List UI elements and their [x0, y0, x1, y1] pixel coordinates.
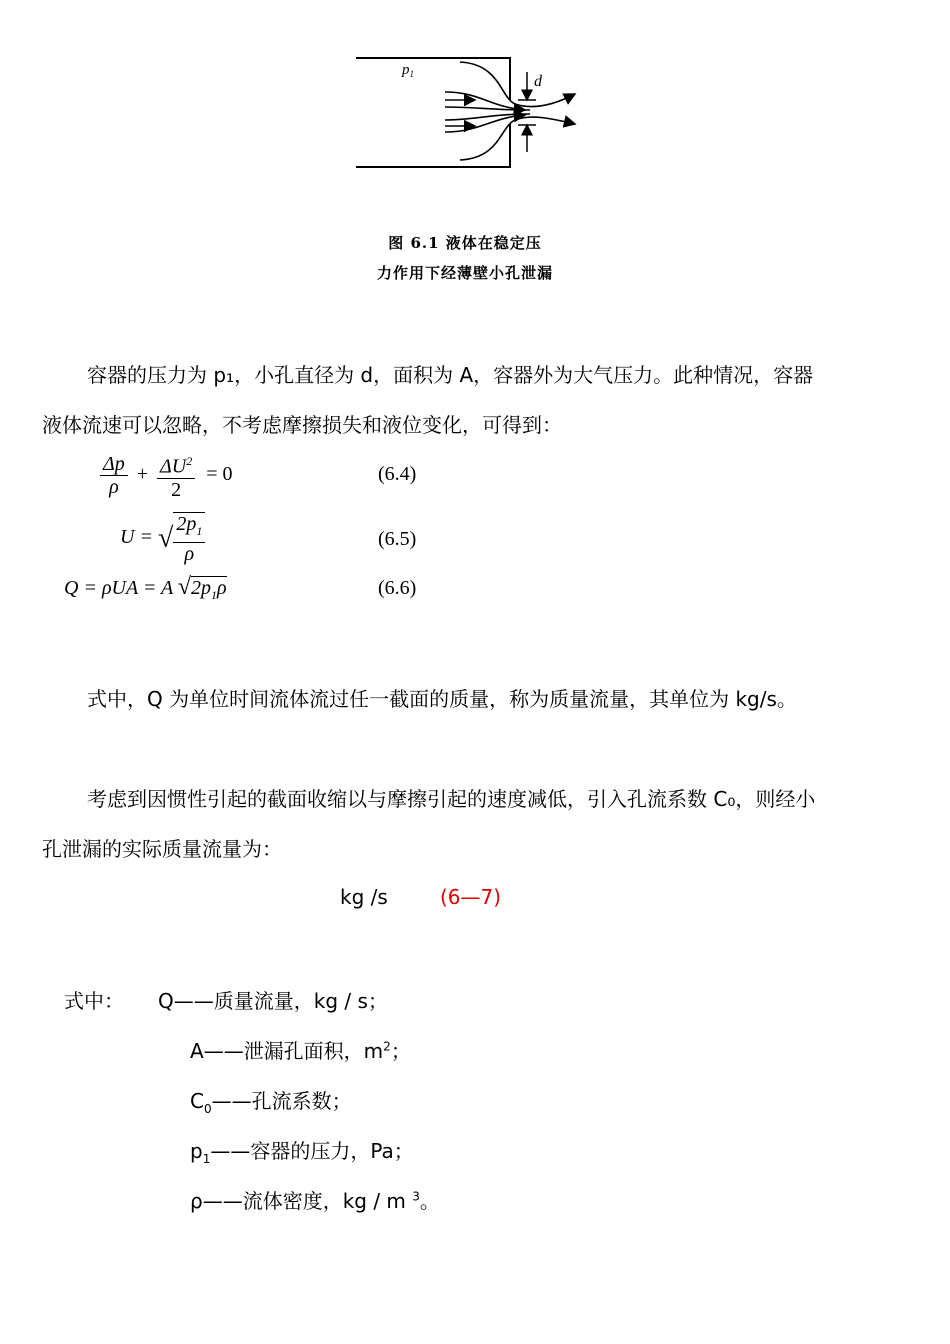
- figure-caption-line1: 图 6.1 液体在稳定压: [388, 234, 542, 252]
- equation-number-6-7: (6—7): [440, 885, 502, 909]
- fraction-dp-rho: $\frac{\Delta p}{\rho}$: [100, 453, 128, 498]
- definition-a: A——泄漏孔面积，$m^2$；: [190, 1039, 411, 1063]
- equation-6-4: $\frac{\Delta p}{\rho}$ + $\frac{\Delta U^2}{2}$ = 0: [100, 450, 233, 501]
- paragraph-orifice-coefficient: [42, 774, 912, 874]
- definition-rho: ρ——流体密度，kg / m $^3$。: [190, 1189, 440, 1213]
- equation-number-6-5: (6.5): [378, 528, 417, 550]
- orifice-leak-diagram: [350, 52, 590, 172]
- definition-p1: $p_1——$容器的压力，Pa；: [190, 1139, 414, 1166]
- equation-number-6-6: (6.6): [378, 577, 417, 599]
- fraction-2p1-rho: $\frac{2p_1}{\rho}$: [173, 512, 205, 565]
- intro-line1: 容器的压力为 p₁，小孔直径为 d，面积为 A，容器外为大气压力。此种情况，容器: [87, 363, 814, 387]
- label-d: d: [534, 73, 542, 90]
- paragraph-mass-flow: 式中，Q 为单位时间流体流过任一截面的质量，称为质量流量，其单位为 kg/s。: [87, 687, 797, 711]
- fraction-du2-2: $\frac{\Delta U^2}{2}$: [157, 450, 195, 501]
- c0-line2: 孔泄漏的实际质量流量为：: [42, 837, 282, 861]
- equation-6-5: U = √ $\frac{2p_1}{\rho}$: [120, 512, 205, 565]
- c0-line1: 考虑到因惯性引起的截面收缩以与摩擦引起的速度减低，引入孔流系数 C₀，则经小: [87, 787, 816, 811]
- equation-number-6-4: (6.4): [378, 463, 417, 485]
- figure-6-1: [350, 52, 590, 176]
- definition-q: Q——质量流量，kg / s；: [158, 989, 388, 1013]
- equation-6-7-unit: kg /s: [340, 885, 388, 909]
- equation-6-6: Q = ρUA = A $√2p_1\rho$: [64, 574, 227, 602]
- definition-c0: $C_0——$孔流系数；: [190, 1089, 352, 1116]
- definitions-lead: 式中：: [64, 989, 124, 1013]
- figure-caption-line2: 力作用下经薄壁小孔泄漏: [376, 264, 553, 282]
- intro-line2: 液体流速可以忽略，不考虑摩擦损失和液位变化，可得到：: [42, 413, 562, 437]
- label-p1: $p_1$: [402, 62, 414, 79]
- intro-paragraph: [42, 350, 912, 450]
